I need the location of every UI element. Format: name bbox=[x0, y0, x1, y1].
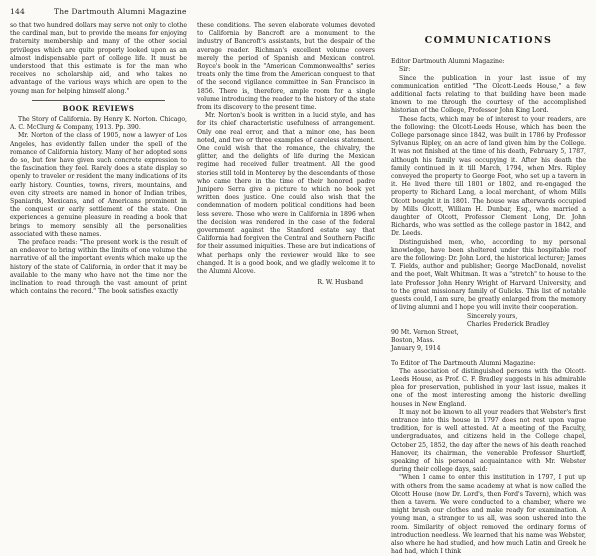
page-number: 144 bbox=[10, 7, 25, 16]
paragraph: It may not be known to all your readers that Webster's first entrance into this house in 1797 does not rest upon vague tradition, for is well attested. At a meeting of the Faculty, undergraduates, and citizens held in the College chapel, October 25, 1852, the day after the news of his death reached Hanover, its chairman, the venerable Professor Shurtleff, speaking of his personal acquaintance with Mr. Webster during their college days, said: bbox=[391, 408, 586, 474]
section-title-communications: COMMUNICATIONS bbox=[424, 35, 553, 46]
paragraph: Sir: bbox=[399, 66, 411, 74]
paragraph: The association of distinguished persons with the Olcott-Leeds House, as Prof. C. F. Bradley suggests in his admirable plea for preservation, published in your last issue, makes it one of the most interesting among the historic dwelling houses in New England. bbox=[391, 367, 586, 408]
salutation: Editor Dartmouth Alumni Magazine: bbox=[391, 58, 505, 66]
paragraph: Mr. Norton of the class of 1905, now a lawyer of Los Angeles, has evidently fallen under the spell of the romance of California history. Many of her adopted sons do so, but few have given such concrete expression to the fascination they feel. Rarely does a state display so openly to traveler or resident the many indications of its early history. Counties, towns, rivers, mountains, and even city streets are named in honor of Indian tribes, Spaniards, Mexicans, and of Americans prominent in the conquest or early settlement of the state. One experiences a genuine pleasure in reading a book that brings to memory sensibly all the personalities associated with these names. bbox=[10, 132, 187, 238]
column-1 bbox=[10, 22, 187, 297]
address-line: Boston, Mass. bbox=[391, 337, 435, 345]
section-title-book-reviews: BOOK REVIEWS bbox=[62, 103, 135, 113]
salutation: To Editor of The Dartmouth Alumni Magazine: bbox=[391, 359, 536, 367]
magazine-title: The Dartmouth Alumni Magazine bbox=[54, 7, 187, 16]
letter-closing: Sincerely yours, bbox=[467, 312, 518, 320]
column-2 bbox=[197, 22, 375, 288]
paragraph: Mr. Norton's book is written in a lucid style, and has for its chief characteristic usefulness of arrangement. Only one real error, and that a minor one, has been noted, and two or three examples of careless statement. One could wish that the romance, the chivalry, the glitter, and the delights of life during the Mexican regime had received fuller treatment. All the good stories still told in Monterey by the descendants of those who came there in the time of their honored padre Junipero Serra give a picture to which no book yet written does justice. One could also wish that the condemnation of modern political conditions had been less severe. Those who were in California in 1896 when the decision was rendered in the case of the federal government against the Stanford estate say that California had forgiven the Central and Southern Pacific for their assumed iniquities. These are but indications of what perhaps only the reviewer would like to see changed. It is a good book, and we gladly welcome it to the Alumni Alcove. bbox=[197, 112, 375, 276]
address-line: 90 Mt. Vernon Street, bbox=[391, 328, 459, 336]
divider bbox=[32, 100, 165, 101]
letter-date: January 9, 1914 bbox=[391, 345, 441, 353]
letter-signer: Charles Frederick Bradley bbox=[467, 320, 550, 328]
paragraph: Since the publication in your last issue of my communication entitled "The Olcott-Leeds House," a few additional facts relating to that building have been made known to me through the courtesy of the accomplished historian of the College, Professor John King Lord. bbox=[391, 74, 586, 115]
paragraph: These facts, which may be of interest to your readers, are the following: the Olcott-Leeds House, which has been the College parsonage since 1842, was built in 1786 by Professor Sylvanus Ripley, on an acre of land given him by the College. It was not finished at the time of his death, February 5, 1787, although his family was occupying it. After his death the family continued in it till March, 1794, when Mrs. Ripley conveyed the property to George Foot, who set up a tavern in it. He lived there till 1801 or 1802, and re-engaged the property to Richard Lang, a local merchant, of whom Mills Olcott bought it in 1801. The house was afterwards occupied by Mills Olcott, William H. Dunbar, Esq., who married a daughter of Olcott, Professor Clement Long, Dr. John Richards, who was settled as the college pastor in 1842, and Dr. Leeds. bbox=[391, 115, 586, 238]
paragraph: "When I came to enter this institution in 1797, I put up with others from the same academy at what is now called the Olcott House (now Dr. Lord's, then Ford's Tavern), which was then a tavern. We were conducted to a chamber, where we might brush our clothes and make ready for examination. A young man, a stranger to us all, was soon ushered into the room. Similarity of object removed the ordinary forms of introduction needless. We learned that his name was Webster, also where he had studied, and how much Latin and Greek he had had, which I think bbox=[391, 474, 586, 556]
review-citation: The Story of California. By Henry K. Norton. Chicago, A. C. McClurg & Company, 1913. Pp. 390. bbox=[10, 116, 187, 132]
review-signature: R. W. Husband bbox=[317, 279, 363, 287]
paragraph: The preface reads: "The present work is the result of an endeavor to bring within the limits of one volume the narrative of all the important events which make up the history of the state of California, in order that it may be available to the many who have not the time nor the inclination to read through the vast amount of print which contains the record." The book satisfies exactly bbox=[10, 239, 187, 296]
paragraph: these conditions. The seven elaborate volumes devoted to California by Bancroft are a monument to the industry of Bancroft's assistants, but the despair of the average reader. Richman's excellent volume covers merely the period of Spanish and Mexican control. Royce's book in the "American Commonwealths" series treats only the time from the American conquest to that of the second vigilance committee in San Francisco in 1856. There is, therefore, ample room for a single volume introducing the reader to the history of the state from its discovery to the present time. bbox=[197, 22, 375, 112]
paragraph: so that two hundred dollars may serve not only to clothe the cardinal man, but to provide the means for enjoying fraternity membership and many of the other social privileges which are quite properly looked upon as an almost indispensable part of college life. It must be understood that this estimate is for the man who receives no scholarship aid, and who takes no advantage of the various ways which are open to the young man for helping himself along." bbox=[10, 22, 187, 95]
paragraph: Distinguished men, who, according to my personal knowledge, have been sheltered under this hospitable roof are the following: Dr. John Lord, the historical lecturer; James T. Fields, author and publisher; George MacDonald, novelist and the poet, Walt Whitman. It was a "stretch" to house to the late Professor John Henry Wright of Harvard University, and to the great missionary family of Gulicks. This list of notable guests could, I am sure, be greatly enlarged from the memory of living alumni and I hope you will invite their cooperation. bbox=[391, 238, 586, 312]
column-3 bbox=[391, 16, 586, 556]
